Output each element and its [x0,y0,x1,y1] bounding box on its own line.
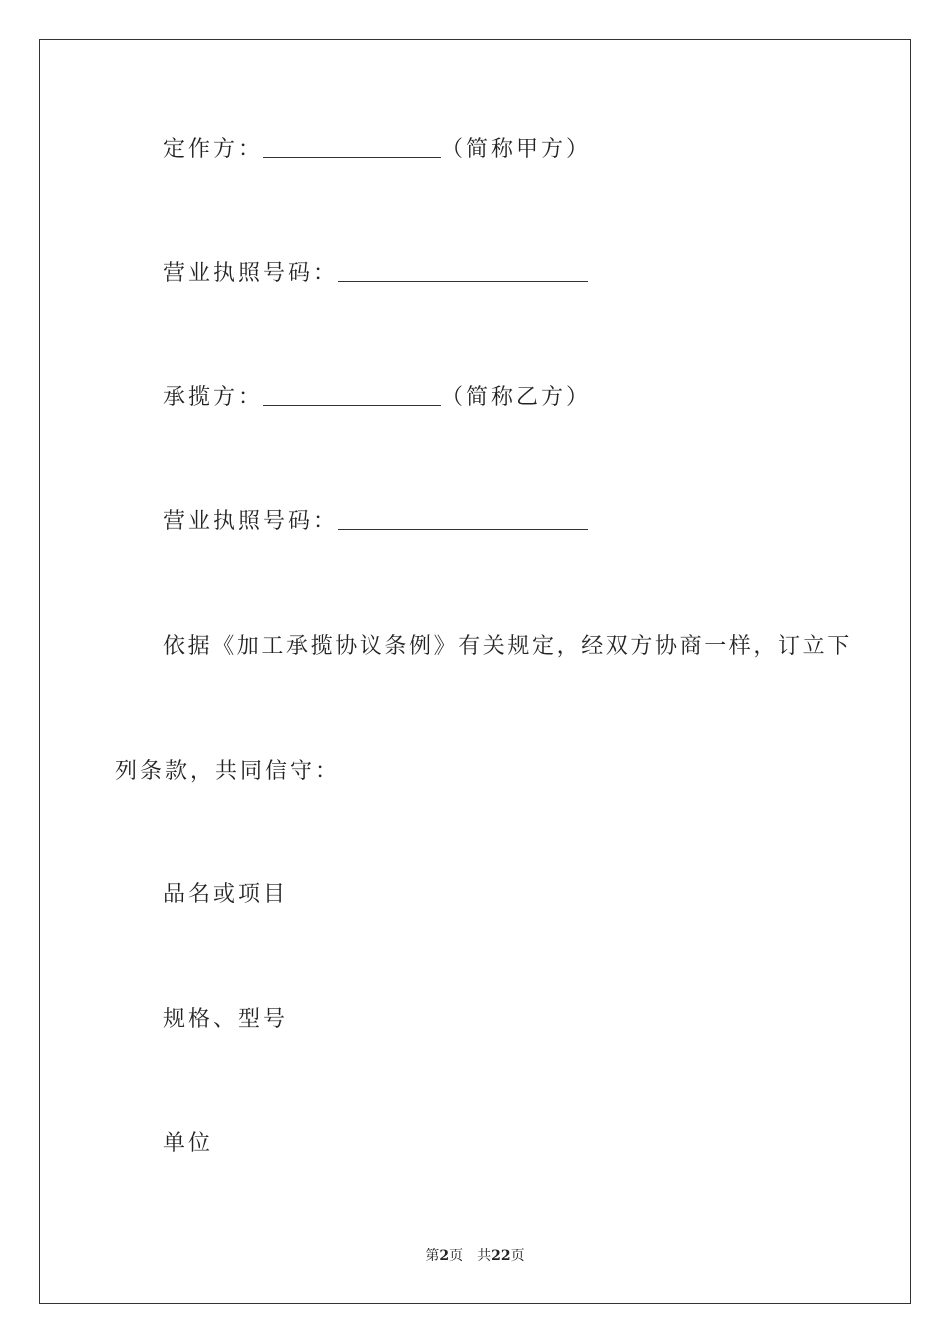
page-current-number: 2 [439,1248,450,1264]
license-a-line [163,259,588,289]
basis-paragraph-line-2: 列条款，共同信守： [115,759,341,784]
item-name-heading: 品名或项目 [163,882,289,907]
license-b-line [163,507,588,537]
item-spec-heading: 规格、型号 [163,1007,289,1032]
license-b-number-field[interactable] [338,509,588,530]
total-suffix: 页 [510,1248,525,1264]
party-a-label: 定作方： [163,137,264,162]
license-a-label: 营业执照号码： [163,261,339,286]
page-border [39,39,911,1304]
total-prefix: 共 [477,1248,492,1264]
page-suffix: 页 [449,1248,464,1264]
license-b-label: 营业执照号码： [163,509,339,534]
party-a-line [163,135,591,165]
party-b-suffix: （简称乙方） [441,385,592,410]
page-prefix: 第 [425,1248,440,1264]
party-b-name-field[interactable] [263,385,441,406]
page-total-number: 22 [491,1248,511,1264]
item-unit-heading: 单位 [163,1131,214,1156]
basis-paragraph-line-1: 依据《加工承揽协议条例》有关规定，经双方协商一样，订立下 [163,634,852,659]
party-b-line [163,383,591,413]
license-a-number-field[interactable] [338,261,588,282]
party-b-label: 承揽方： [163,385,264,410]
party-a-name-field[interactable] [263,137,441,158]
party-a-suffix: （简称甲方） [441,137,592,162]
page-footer [0,1247,950,1265]
